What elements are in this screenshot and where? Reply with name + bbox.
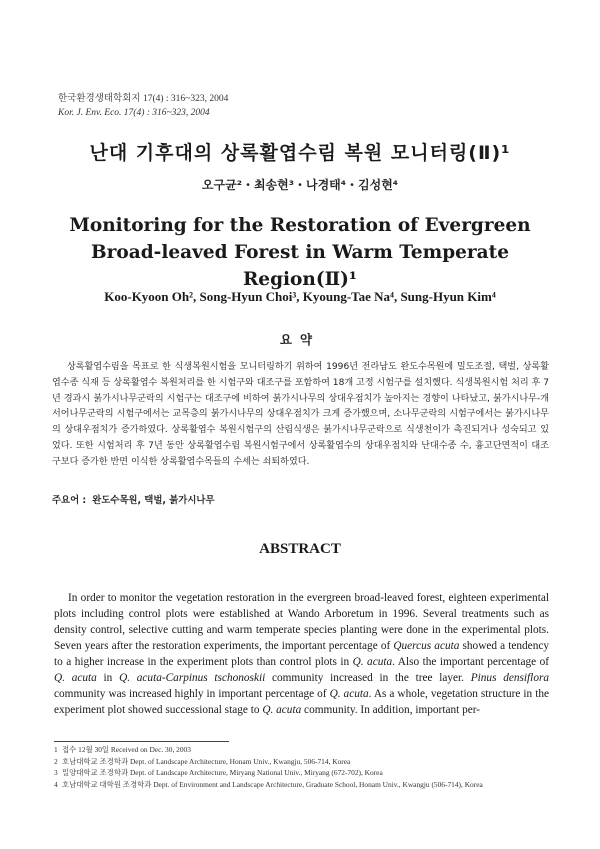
abstract-text: showed a tendency to a higher increase in the experiment plots than control plots in [54,640,550,668]
footnote [54,779,554,791]
species-name: Q. acuta [329,688,369,700]
keywords-label: 주요어 : [52,495,87,506]
abstract-text: community increased in the tree layer. [265,672,471,684]
footnote-number: 4 [54,779,58,789]
footnote-number: 2 [54,756,58,766]
footnote [54,744,554,756]
footnote-number: 1 [54,745,58,754]
authors-korean: 오구균²・최송현³・나경태⁴・김성현⁴ [201,178,399,192]
species-name: Quercus acuta [393,640,460,652]
abstract-text: . As a whole, vegetation structure in the experiment plot showed successional stage to [54,688,549,716]
abstract-korean-heading: 요약 [279,332,321,347]
species-name: Q. acuta-Carpinus tschonoskii [119,672,266,684]
abstract-text: In order to monitor the vegetation restoration in the evergreen broad-leaved forest, eighteen experimental plots including control plots were established at Wando Arboretum in 1996. Several treatments such as density control, selective cutting and warm temperate species planting were done in the experimental plots. Seven years after the restoration experiments, the important percentage of [54,592,549,652]
footnote-text: 접수 12월 30일 Received on Dec. 30, 2003 [62,745,191,754]
footnotes [54,744,554,790]
keywords [52,492,215,506]
footnote-text: 밀양대학교 조경학과 Dept. of Landscape Architecture, Miryang National Univ., Miryang (672-702), Korea [62,768,383,778]
abstract-text: community. In addition, important per- [301,704,481,716]
footnote [54,767,554,779]
keywords-text: 완도수목원, 택벌, 붉가시나무 [92,495,215,506]
species-name: Q. acuta [54,672,97,684]
abstract-text: community was increased highly in important percentage of [54,688,330,700]
authors-english: Koo-Kyoon Oh², Song-Hyun Choi³, Kyoung-Tae Na⁴, Sung-Hyun Kim⁴ [104,289,496,304]
abstract-text: . Also the important percentage of [392,656,549,668]
journal-citation [58,92,228,120]
footnote [54,756,554,768]
title-korean: 난대 기후대의 상록활엽수림 복원 모니터링(Ⅱ)¹ [89,142,511,164]
footnote-text: 호남대학교 조경학과 Dept. of Landscape Architecture, Honam Univ., Kwangju, 506-714, Korea [62,756,351,766]
footnote-text: 호남대학교 대학원 조경학과 Dept. of Environment and Landscape Architecture, Graduate School, Honam Univ., Kwangju (506-714), Korea [62,779,483,789]
abstract-english [54,590,549,718]
journal-citation-english: Kor. J. Env. Eco. 17(4) : 316~323, 2004 [58,108,210,118]
abstract-korean: 상록활엽수림을 목표로 한 식생복원시험을 모니터링하기 위하여 1996년 전라남도 완도수목원에 밀도조절, 택벌, 상록활엽수종 식재 등 상록활엽수 복원처리를 한 시험구와 대조구를 포함하여 18개 고정 시험구를 설치했다. 식생복원시험 처리 후 7년 경과시 붉가시나무군락의 시험구는 대조구에 비하여 붉가시나무의 상대우점치가 높아지는 경향이 나타났고, 붉가시나무-개서어나무군락의 시험구에서는 교목층의 붉가시나무의 상대우점치가 크게 증가했으며, 소나무군락의 시험구에서는 붉가시나무의 상대우점치가 증가하였다. 상록활엽수 복원시험구의 산림식생은 붉가시나무군락으로 식생천이가 촉진되거나 성숙되고 있었다. 또한 시험처리 후 7년 동안 상록활엽수림 복원시험구에서 상록활엽수의 상대우점치와 난대수종 수, 흉고단면적이 대조구보다 증가한 반면 이식한 상록활엽수목들의 수세는 쇠퇴하였다. [52,362,549,467]
abstract-text: in [96,672,120,684]
species-name: Q. acuta [262,704,302,716]
abstract-english-heading: ABSTRACT [259,541,341,557]
journal-citation-korean: 한국환경생태학회지 17(4) : 316~323, 2004 [58,94,229,104]
footnote-divider [54,741,229,742]
footnote-number: 3 [54,768,58,778]
species-name: Q. acuta [352,656,393,668]
species-name: Pinus densiflora [470,672,550,684]
title-english: Monitoring for the Restoration of Evergreen Broad-leaved Forest in Warm Temperate Region(Ⅱ)¹ [69,215,531,290]
